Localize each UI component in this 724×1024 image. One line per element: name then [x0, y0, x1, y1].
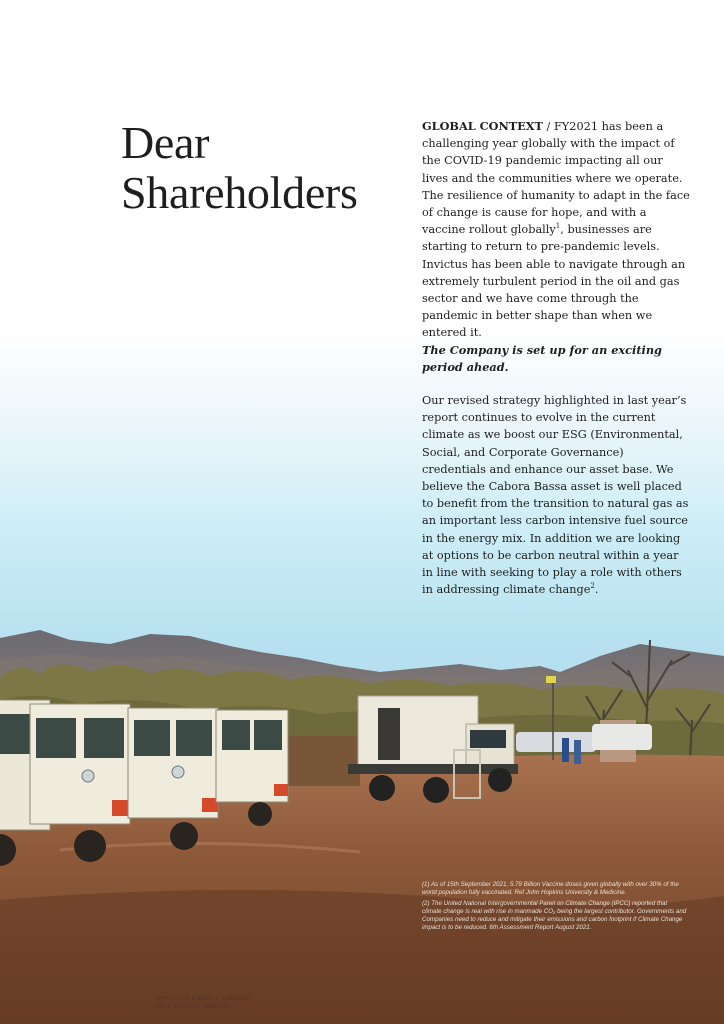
footnote-ref-2: 2: [590, 582, 595, 591]
title-line-dear: Dear: [121, 117, 210, 168]
section-separator: /: [542, 120, 554, 133]
footer-company: INVICTUS ENERGY LIMITED: [156, 995, 252, 1002]
letter-body: [422, 118, 690, 614]
footer-report: 2021 ANNUAL REPORT: [156, 1003, 231, 1010]
paragraph-2-end: .: [594, 583, 599, 597]
page-title: [121, 118, 401, 218]
footer-brand: [156, 995, 252, 1011]
emphasis-statement: The Company is set up for an exciting period ahead.: [422, 342, 662, 374]
paragraph-1-text-b: , businesses are starting to return to pre-pandemic levels. Invictus has been able to navigate through an extremely turbulent period in the oil and gas sector and we have come through the pandemic in better shape than when we entered it.: [422, 223, 686, 340]
paragraph-global-context: [422, 118, 690, 376]
paragraph-strategy: [422, 392, 690, 598]
field-camp-photo: [0, 600, 724, 1024]
footnote-1: (1) As of 15th September 2021, 5.79 Billion Vaccine doses given globally with over 30% of the world population fully vaccinated. Ref John Hopkins University & Medicine.: [422, 881, 679, 896]
title-line-shareholders: Shareholders: [121, 167, 358, 218]
footnote-2: (2) The United National Intergovernmental Panel on Climate Change (IPCC) reported that climate change is real with rise in manmade CO₂ being the largest contributor. Governments and Companies need to reduce and mitigate their emissions and carbon footprint if Climate Change impact is to be reduced. 6th Assessment Report August 2021.: [422, 900, 687, 931]
paragraph-2-text: Our revised strategy highlighted in last year’s report continues to evolve in the current climate as we boost our ESG (Environmental, Social, and Corporate Governance) credentials and enhance our asset base. We believe the Cabora Bassa asset is well placed to benefit from the transition to natural gas as an important less carbon intensive fuel source in the energy mix. In addition we are looking at options to be carbon neutral within a year in line with seeking to play a role with others in addressing climate change: [422, 394, 689, 597]
footnotes: [422, 881, 688, 935]
footnote-ref-1: 1: [555, 222, 561, 231]
section-label: GLOBAL CONTEXT: [422, 119, 543, 133]
paragraph-1-text-a: FY2021 has been a challenging year globally with the impact of the COVID-19 pandemic impacting all our lives and the communities where we operate. The resilience of humanity to adapt in the face of change is cause for hope, and with a vaccine rollout globally: [422, 120, 690, 237]
